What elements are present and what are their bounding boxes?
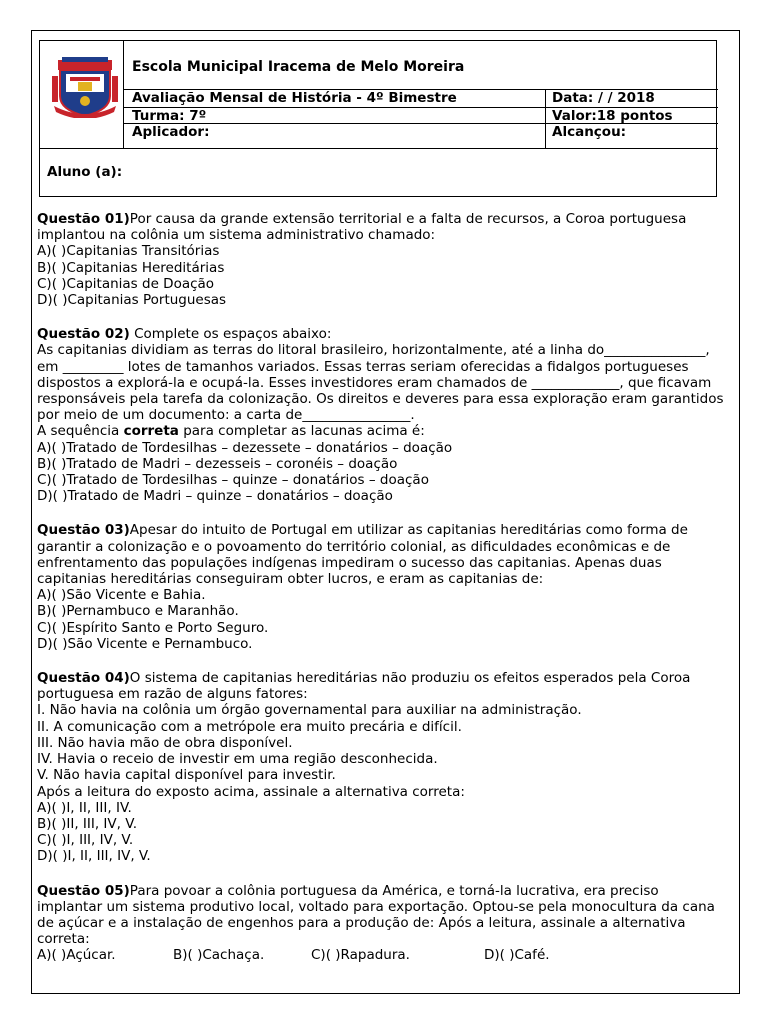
- question-3-option-d[interactable]: D)( )São Vicente e Pernambuco.: [37, 635, 253, 652]
- question-1-title: Questão 01): [37, 211, 130, 227]
- question-4-option-c[interactable]: C)( )I, III, IV, V.: [37, 832, 134, 849]
- question-2-sequence-instruction: [37, 423, 727, 439]
- question-4-item-iv: IV. Havia o receio de investir em uma região desconhecida.: [37, 751, 438, 768]
- question-4-option-a[interactable]: A)( )I, II, III, IV.: [37, 799, 132, 816]
- question-4-item-iii: III. Não havia mão de obra disponível.: [37, 734, 293, 751]
- question-1-option-d[interactable]: D)( )Capitanias Portuguesas: [37, 292, 227, 309]
- value-label: Valor:18 pontos: [552, 108, 673, 124]
- question-4-option-b[interactable]: B)( )II, III, IV, V.: [37, 815, 138, 832]
- question-2-option-a[interactable]: A)( )Tratado de Tordesilhas – dezessete – donatários – doação: [37, 439, 453, 456]
- assessment-title: Avaliação Mensal de História - 4º Bimestre: [132, 90, 457, 106]
- question-4-instruction: Após a leitura do exposto acima, assinale a alternativa correta:: [37, 783, 465, 800]
- question-1-option-a[interactable]: A)( )Capitanias Transitórias: [37, 243, 220, 260]
- student-name-label: Aluno (a):: [47, 164, 123, 180]
- question-4: [37, 670, 727, 864]
- date-label: Data: / / 2018: [552, 90, 655, 106]
- question-1-option-c[interactable]: C)( )Capitanias de Doação: [37, 275, 215, 292]
- question-2-intro: Complete os espaços abaixo:: [129, 326, 332, 343]
- question-5-option-b[interactable]: B)( )Cachaça.: [173, 947, 265, 964]
- question-2-seq-post: para completar as lacunas acima é:: [178, 423, 425, 440]
- question-3-text: Apesar do intuito de Portugal em utilizar as capitanias hereditárias como forma de garantir a colonização e o povoamento do território colonial, as dificuldades econômicas e de enfrentamento das populações indígenas impediram o sucesso das capitanias. Apenas duas capitanias hereditárias conseguiram obter lucros, e eram as capitanias de:: [37, 522, 688, 588]
- question-2-option-b[interactable]: B)( )Tratado de Madri – dezesseis – coronéis – doação: [37, 455, 398, 472]
- question-2-option-d[interactable]: D)( )Tratado de Madri – quinze – donatários – doação: [37, 488, 393, 505]
- question-4-item-v: V. Não havia capital disponível para investir.: [37, 767, 336, 784]
- question-2-option-c[interactable]: C)( )Tratado de Tordesilhas – quinze – donatários – doação: [37, 472, 429, 489]
- question-5-text: Para povoar a colônia portuguesa da América, e torná-la lucrativa, era preciso implantar um sistema produtivo local, voltado para exportação. Optou-se pela monocultura da cana de açúcar e a instalação de engenhos para a produção de: Após a leitura, assinale a alternativa correta:: [37, 882, 715, 948]
- question-3-option-c[interactable]: C)( )Espírito Santo e Porto Seguro.: [37, 619, 269, 636]
- question-5-option-a[interactable]: A)( )Açúcar.: [37, 947, 116, 964]
- question-4-title: Questão 04): [37, 670, 130, 687]
- question-1-text: Por causa da grande extensão territorial e a falta de recursos, a Coroa portuguesa implantou na colônia um sistema administrativo chamado:: [37, 211, 687, 244]
- question-2-seq-pre: A sequência: [37, 423, 124, 440]
- question-2-prompt: [37, 326, 727, 342]
- question-5-option-c[interactable]: C)( )Rapadura.: [311, 947, 410, 964]
- question-4-item-ii: II. A comunicação com a metrópole era muito precária e difícil.: [37, 718, 462, 735]
- question-5-title: Questão 05): [37, 882, 130, 899]
- question-4-prompt: [37, 670, 727, 702]
- question-2: [37, 326, 727, 504]
- question-5-prompt: [37, 883, 727, 948]
- question-4-text: O sistema de capitanias hereditárias não produziu os efeitos esperados pela Coroa portuguesa em razão de alguns fatores:: [37, 670, 691, 703]
- question-4-option-d[interactable]: D)( )I, II, III, IV, V.: [37, 848, 151, 865]
- applicator-label: Aplicador:: [132, 124, 210, 140]
- question-3: [37, 522, 727, 652]
- questions: [37, 211, 727, 982]
- question-4-item-i: I. Não havia na colônia um órgão governamental para auxiliar na administração.: [37, 702, 582, 719]
- question-2-title: Questão 02): [37, 326, 130, 343]
- question-3-prompt: [37, 522, 727, 587]
- achieved-label: Alcançou:: [552, 124, 627, 140]
- question-3-title: Questão 03): [37, 522, 130, 539]
- question-3-option-b[interactable]: B)( )Pernambuco e Maranhão.: [37, 603, 239, 620]
- question-1: [37, 211, 727, 308]
- class-label: Turma: 7º: [132, 108, 207, 124]
- school-crest-logo: [52, 56, 118, 118]
- school-name: Escola Municipal Iracema de Melo Moreira: [132, 59, 465, 75]
- question-1-prompt: [37, 211, 727, 243]
- question-2-text: As capitanias dividiam as terras do litoral brasileiro, horizontalmente, até a linha do_______________, em _________ lotes de tamanhos variados. Essas terras seriam oferecidas a fidalgos portugueses dispostos a explorá-la e ocupá-la. Esses investidores eram chamados de _____________, que ficavam responsáveis pela tarefa da colonização. Os direitos e deveres para essa exploração eram garantidos por meio de um documento: a carta de________________.: [37, 342, 724, 424]
- question-5-options: [37, 947, 727, 963]
- question-1-option-b[interactable]: B)( )Capitanias Hereditárias: [37, 259, 225, 276]
- question-2-seq-bold: correta: [123, 423, 179, 440]
- question-5-option-d[interactable]: D)( )Café.: [484, 947, 550, 964]
- question-3-option-a[interactable]: A)( )São Vicente e Bahia.: [37, 587, 206, 604]
- question-5: [37, 883, 727, 964]
